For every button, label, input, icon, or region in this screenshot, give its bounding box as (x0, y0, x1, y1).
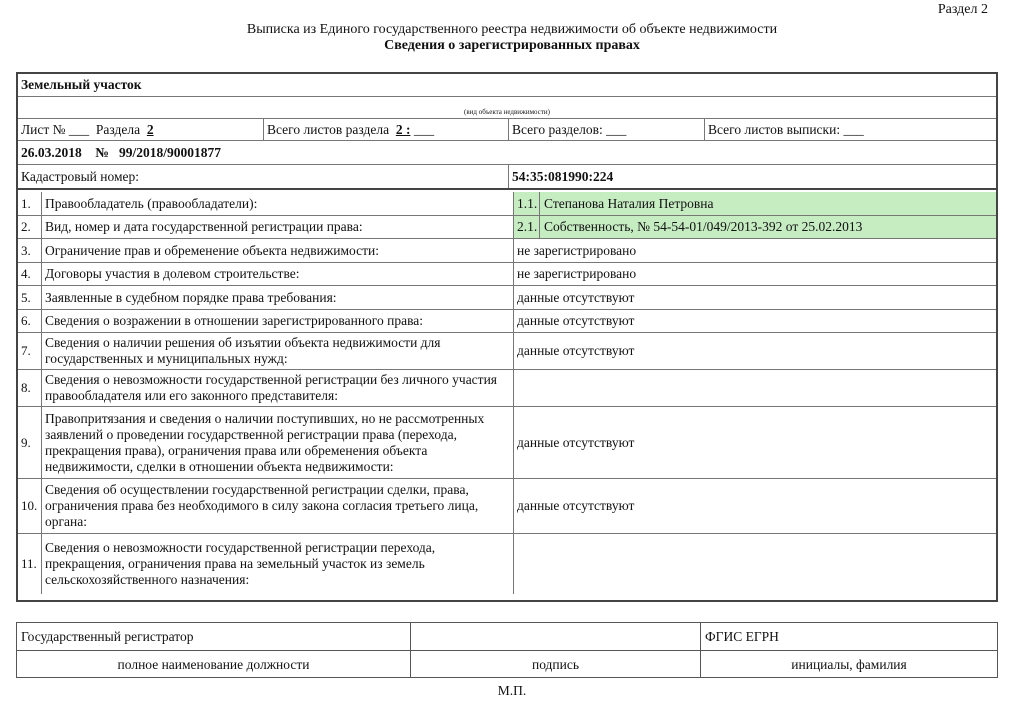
row-number: 9. (18, 407, 42, 478)
extract-date: 26.03.2018 (21, 144, 82, 160)
row-label: Заявленные в судебном порядке права требования: (42, 286, 514, 309)
extract-frame (16, 72, 998, 602)
caption-name: инициалы, фамилия (791, 656, 907, 672)
row-value-text: Собственность, № 54-54-01/049/2013-392 от 25.02.2013 (544, 219, 863, 234)
row-value (514, 534, 996, 594)
table-row (18, 333, 996, 370)
table-row (18, 534, 996, 594)
total-sheets-blank: ___ (413, 121, 435, 137)
table-row (18, 310, 996, 333)
row-value: данные отсутствуют (517, 434, 635, 450)
row-value: данные отсутствуют (517, 498, 635, 513)
object-type: Земельный участок (21, 77, 142, 92)
row-label: Вид, номер и дата государственной регистрации права: (42, 216, 514, 238)
row-number: 11. (18, 534, 42, 594)
caption-position: полное наименование должности (17, 651, 411, 678)
table-row (18, 216, 996, 239)
row-number: 7. (18, 333, 42, 369)
row-number: 6. (18, 310, 42, 332)
row-value: не зарегистрировано (517, 242, 637, 258)
row-number: 3. (18, 239, 42, 262)
row-subnumber: 2.1. (514, 216, 540, 238)
row-number: 1. (18, 192, 42, 215)
cadastral-label: Кадастровый номер: (21, 168, 140, 184)
total-sheets-value: 2 : (395, 121, 411, 137)
sheets-row (18, 119, 996, 141)
object-type-caption: (вид объекта недвижимости) (464, 108, 550, 116)
signature-field (411, 623, 701, 650)
signature-block (16, 622, 998, 678)
section-prefix: Раздела (95, 121, 141, 137)
document-title: Выписка из Единого государственного реестра недвижимости об объекте недвижимости (246, 22, 778, 37)
caption-signature: подпись (411, 651, 701, 678)
row-value (514, 192, 996, 215)
table-row (18, 370, 996, 407)
row-label: Правопритязания и сведения о наличии поступивших, но не рассмотренных заявлений о проведении государственной регистрации права (перехода, прекращения права), ограничения права или обременения объекта недвижимости, сделки в отношении объекта недвижимости: (42, 407, 514, 478)
registrar-position: Государственный регистратор (17, 623, 411, 650)
object-type-caption-row (18, 97, 996, 119)
number-label: № (95, 144, 109, 160)
row-number: 2. (18, 216, 42, 238)
registrar-name: ФГИС ЕГРН (705, 628, 779, 644)
date-number (18, 141, 996, 164)
row-value: данные отсутствуют (517, 343, 635, 358)
row-value (514, 216, 996, 238)
date-row (18, 141, 996, 165)
row-value (514, 370, 996, 406)
sheet-number: Лист № ___ (21, 121, 90, 137)
total-sheets (263, 119, 508, 140)
section-label: Раздел 2 (937, 2, 988, 17)
sheet-info (18, 119, 263, 140)
document-subtitle: Сведения о зарегистрированных правах (384, 38, 640, 53)
table-row (18, 239, 996, 263)
row-label: Сведения о невозможности государственной регистрации без личного участия правообладателя или его законного представителя: (42, 370, 514, 406)
stamp-place: М.П. (497, 683, 527, 698)
row-value: данные отсутствуют (517, 313, 635, 328)
extract-number: 99/2018/90001877 (118, 144, 221, 160)
row-label: Сведения о возражении в отношении зарегистрированного права: (42, 310, 514, 332)
table-row (18, 286, 996, 310)
row-number: 5. (18, 286, 42, 309)
row-label: Сведения о наличии решения об изъятии объекта недвижимости для государственных и муниципальных нужд: (42, 333, 514, 369)
total-extract-sheets: Всего листов выписки: ___ (704, 119, 996, 140)
table-row (18, 407, 996, 479)
row-value: не зарегистрировано (517, 266, 637, 281)
row-label: Договоры участия в долевом строительстве: (42, 263, 514, 285)
table-row (18, 192, 996, 216)
row-label: Правообладатель (правообладатели): (42, 192, 514, 215)
row-number: 10. (18, 479, 42, 533)
table-row (18, 479, 996, 534)
row-label: Сведения об осуществлении государственной регистрации сделки, права, ограничения права без необходимого в силу закона согласия третьего лица, органа: (42, 479, 514, 533)
total-sections: Всего разделов: ___ (508, 119, 704, 140)
row-number: 8. (18, 370, 42, 406)
row-label: Сведения о невозможности государственной регистрации перехода, прекращения, ограничения права на земельный участок из земель сельскохозяйственного назначения: (42, 534, 514, 594)
row-label: Ограничение прав и обременение объекта недвижимости: (42, 239, 514, 262)
row-subnumber: 1.1. (514, 192, 540, 215)
table-row (18, 263, 996, 286)
total-sheets-prefix: Всего листов раздела (267, 121, 390, 137)
cadastral-row (18, 165, 996, 190)
row-number: 4. (18, 263, 42, 285)
object-type-row (18, 74, 996, 97)
row-value-text: Степанова Наталия Петровна (544, 195, 714, 211)
section-number: 2 (146, 121, 154, 137)
row-value: данные отсутствуют (517, 289, 635, 305)
cadastral-value: 54:35:081990:224 (508, 165, 996, 188)
